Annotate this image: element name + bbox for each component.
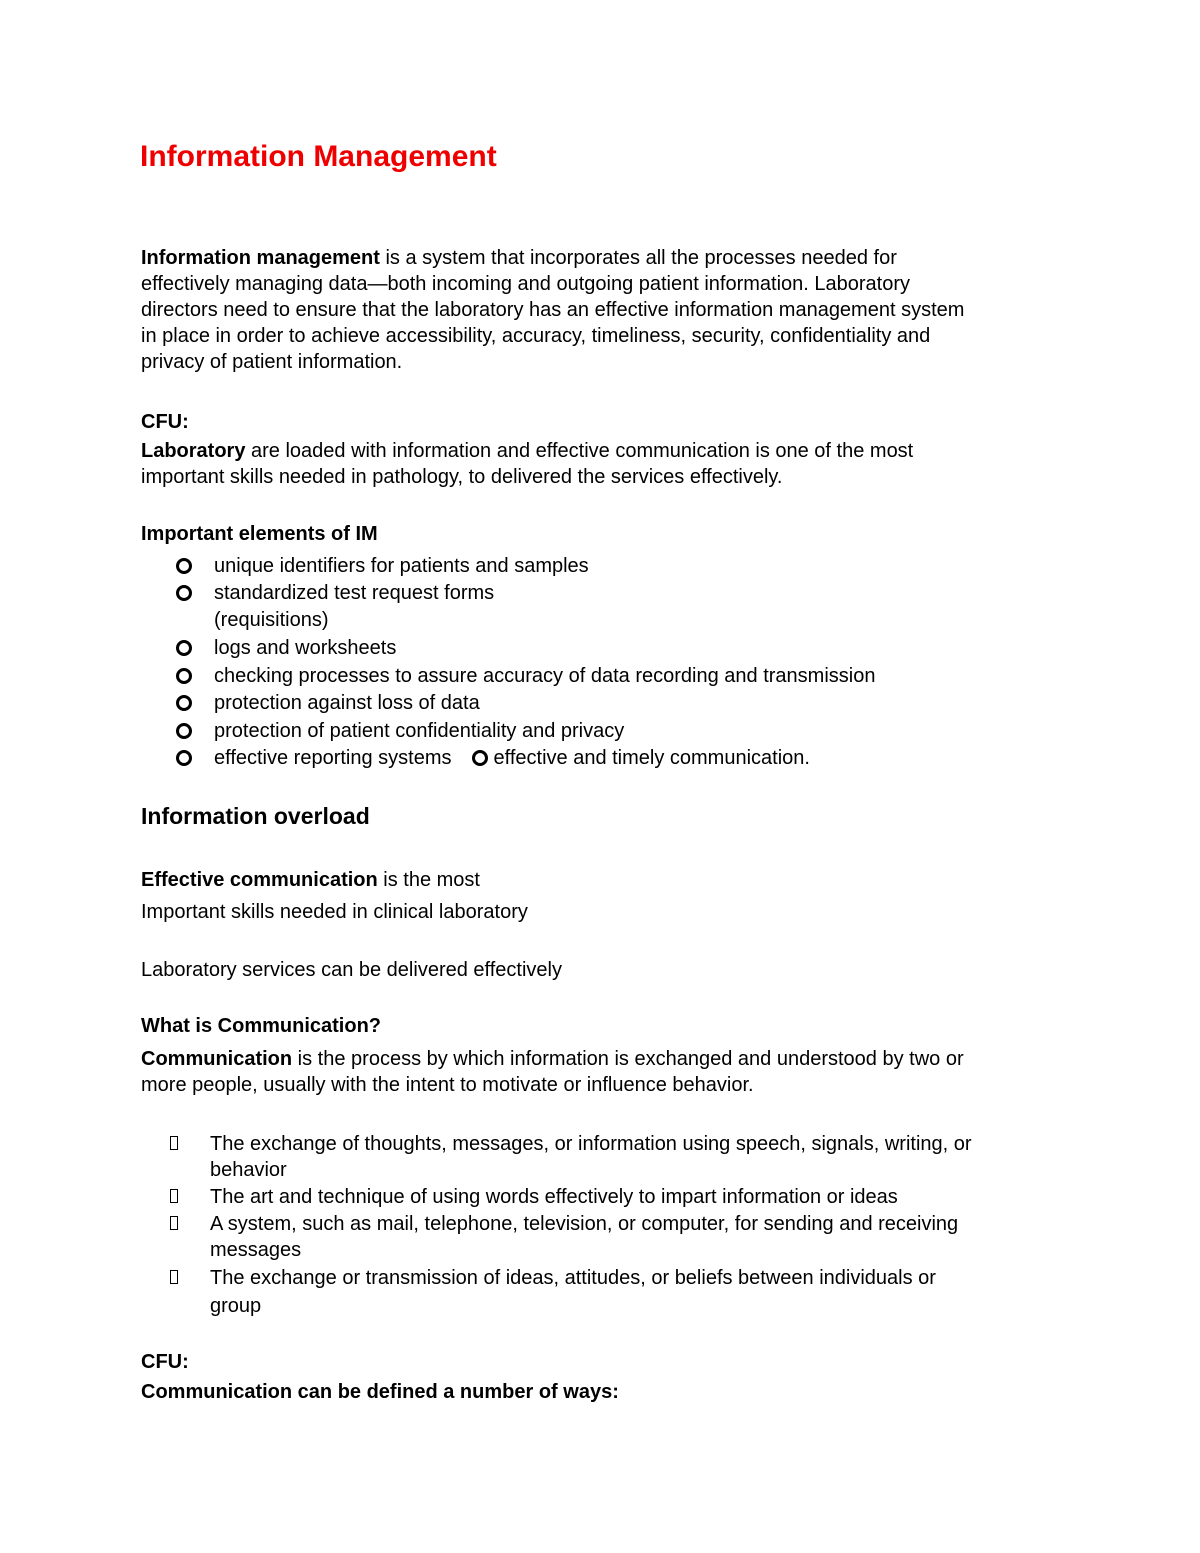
list-item: protection against loss of data — [176, 690, 480, 716]
circle-bullet-icon — [176, 640, 192, 656]
communication-heading: What is Communication? — [141, 1015, 381, 1037]
list-item-continuation: (requisitions) — [214, 609, 329, 631]
cfu-label-2: CFU: — [141, 1351, 189, 1373]
overload-line-2: Important skills needed in clinical laboratory — [141, 901, 528, 923]
circle-bullet-icon — [472, 750, 488, 766]
circle-bullet-icon — [176, 723, 192, 739]
page-title: Information Management — [140, 140, 497, 173]
list-item: unique identifiers for patients and samples — [176, 553, 589, 579]
cfu-bold-term: Laboratory — [141, 440, 246, 462]
list-item: logs and worksheets — [176, 635, 396, 661]
list-item: checking processes to assure accuracy of data recording and transmission — [176, 663, 875, 689]
circle-bullet-icon — [176, 750, 192, 766]
overload-heading: Information overload — [141, 803, 370, 829]
circle-bullet-icon — [176, 695, 192, 711]
communication-bold-term: Communication — [141, 1048, 293, 1070]
missing-glyph-bullet-icon — [170, 1216, 178, 1230]
cfu-statement: Communication can be defined a number of ways: — [141, 1381, 619, 1403]
document-page: Information Management Information management is a system that incorporates all the processes needed for effectively managing data—both incoming and outgoing patient information. Laboratory directors need to ensure that the laboratory has an effective information management system in place in order to achieve accessibility, accuracy, timeliness, security, confidentiality and privacy of patient information. CFU: Laboratory are loaded with information and effective communication is one of the most important skills needed in pathology, to delivered the services effectively. Important elements of IM unique identifiers for patients and samples standardized test request forms (requisitions) logs and worksheets checking processes to assure accuracy of data recording and transmission protection against loss of data protection of patient confidentiality and privacy effective reporting systems effective and timely communication. Information overload Effective communication is the most Important skills needed in clinical laboratory Laboratory services can be delivered effectively What is Communication? Communication is the process by which information is exchanged and understood by two or more people, usually with the intent to motivate or influence behavior. The exchange of thoughts, messages, or information using speech, signals, writing, or behavior The art and technique of using words effectively to impart information or ideas A system, such as mail, telephone, television, or computer, for sending and receiving messages The exchange or transmission of ideas, attitudes, or beliefs between individuals or group CFU: Communication can be defined a number of ways: — [0, 0, 1200, 1553]
intro-bold-term: Information management — [141, 247, 380, 269]
elements-heading: Important elements of IM — [141, 523, 378, 545]
overload-line-3: Laboratory services can be delivered effectively — [141, 959, 562, 981]
intro-paragraph: Information management is a system that incorporates all the processes needed for effectively managing data—both incoming and outgoing patient information. Laboratory directors need to ensure that the laboratory has an effective information management system in place in order to achieve accessibility, accuracy, timeliness, security, confidentiality and privacy of patient information. — [141, 247, 965, 373]
circle-bullet-icon — [176, 558, 192, 574]
missing-glyph-bullet-icon — [170, 1189, 178, 1203]
communication-paragraph: Communication is the process by which information is exchanged and understood by two or more people, usually with the intent to motivate or influence behavior. — [141, 1048, 964, 1096]
list-item: standardized test request forms — [176, 580, 494, 606]
overload-bold-term: Effective communication — [141, 869, 378, 891]
cfu-paragraph: Laboratory are loaded with information and effective communication is one of the most important skills needed in pathology, to delivered the services effectively. — [141, 440, 914, 488]
list-item: protection of patient confidentiality and privacy — [176, 718, 624, 744]
overload-line: Effective communication is the most — [141, 869, 480, 891]
missing-glyph-bullet-icon — [170, 1270, 178, 1284]
circle-bullet-icon — [176, 668, 192, 684]
list-item: effective reporting systems effective and timely communication. — [176, 745, 810, 771]
missing-glyph-bullet-icon — [170, 1136, 178, 1150]
cfu-label: CFU: — [141, 411, 189, 433]
circle-bullet-icon — [176, 585, 192, 601]
